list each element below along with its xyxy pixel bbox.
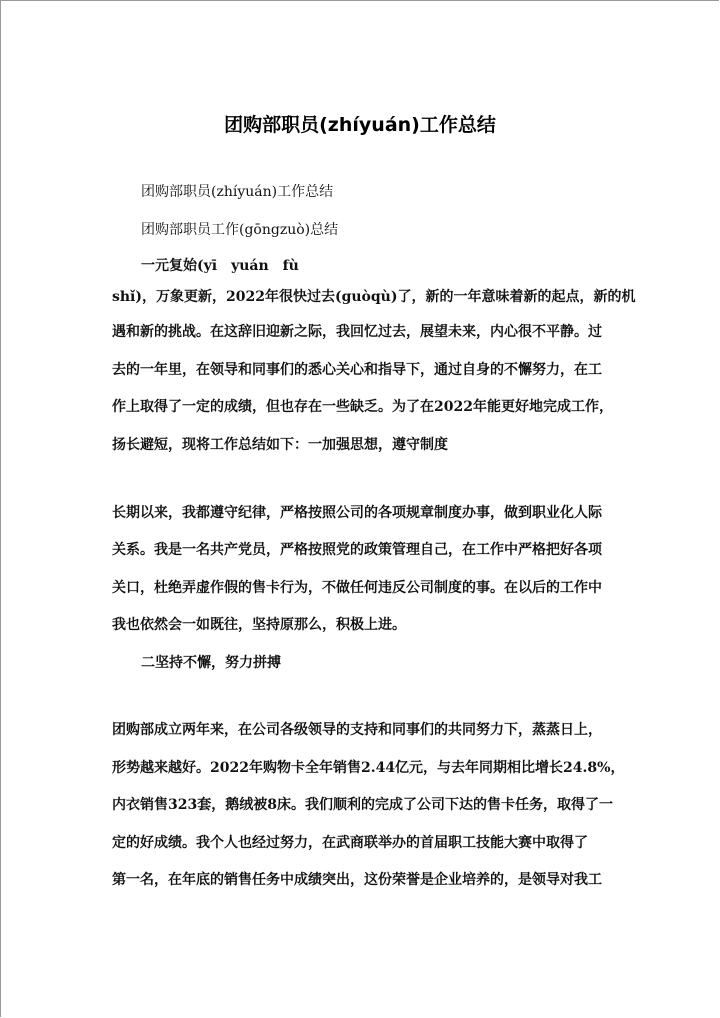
paragraph-line: 第一名，在年底的销售任务中成绩突出，这份荣誉是企业培养的，是领导对我工 — [112, 872, 602, 888]
paragraph-line: 形势越来越好。2022年购物卡全年销售2.44亿元，与去年同期相比增长24.8%， — [112, 760, 625, 776]
section-heading: 二坚持不懈，努力拼搏 — [141, 655, 281, 671]
paragraph-line: 关系。我是一名共产党员，严格按照党的政策管理自己，在工作中严格把好各项 — [112, 542, 602, 558]
paragraph-line: 内衣销售323套，鹅绒被8床。我们顺利的完成了公司下达的售卡任务，取得了一 — [112, 797, 613, 813]
paragraph-line: 长期以来，我都遵守纪律，严格按照公司的各项规章制度办事，做到职业化人际 — [112, 505, 602, 521]
paragraph-line: 作上取得了一定的成绩，但也存在一些缺乏。为了在2022年能更好地完成工作， — [112, 399, 613, 415]
paragraph-line: 我也依然会一如既往，坚持原那么，积极上进。 — [112, 617, 406, 633]
paragraph-line: 关口，杜绝弄虚作假的售卡行为，不做任何违反公司制度的事。在以后的工作中 — [112, 580, 602, 596]
paragraph-line: 一元复始(yī yuán fù — [141, 258, 299, 274]
document-title: 团购部职员(zhíyuán)工作总结 — [224, 114, 496, 136]
subtitle-line: 团购部职员(zhíyuán)工作总结 — [141, 184, 334, 200]
paragraph-line: 定的好成绩。我个人也经过努力，在武商联举办的首届职工技能大赛中取得了 — [112, 835, 588, 851]
paragraph-line: 遇和新的挑战。在这辞旧迎新之际，我回忆过去，展望未来，内心很不平静。过 — [112, 324, 602, 340]
paragraph-line: shǐ)，万象更新，2022年很快过去(guòqù)了，新的一年意味着新的起点，新的机 — [112, 289, 636, 305]
paragraph-line: 去的一年里，在领导和同事们的悉心关心和指导下，通过自身的不懈努力，在工 — [112, 362, 602, 378]
paragraph-line: 团购部成立两年来，在公司各级领导的支持和同事们的共同努力下，蒸蒸日上， — [112, 722, 602, 738]
subtitle-line: 团购部职员工作(gōngzuò)总结 — [141, 222, 339, 238]
paragraph-line: 扬长避短，现将工作总结如下：一加强思想，遵守制度 — [112, 437, 448, 453]
